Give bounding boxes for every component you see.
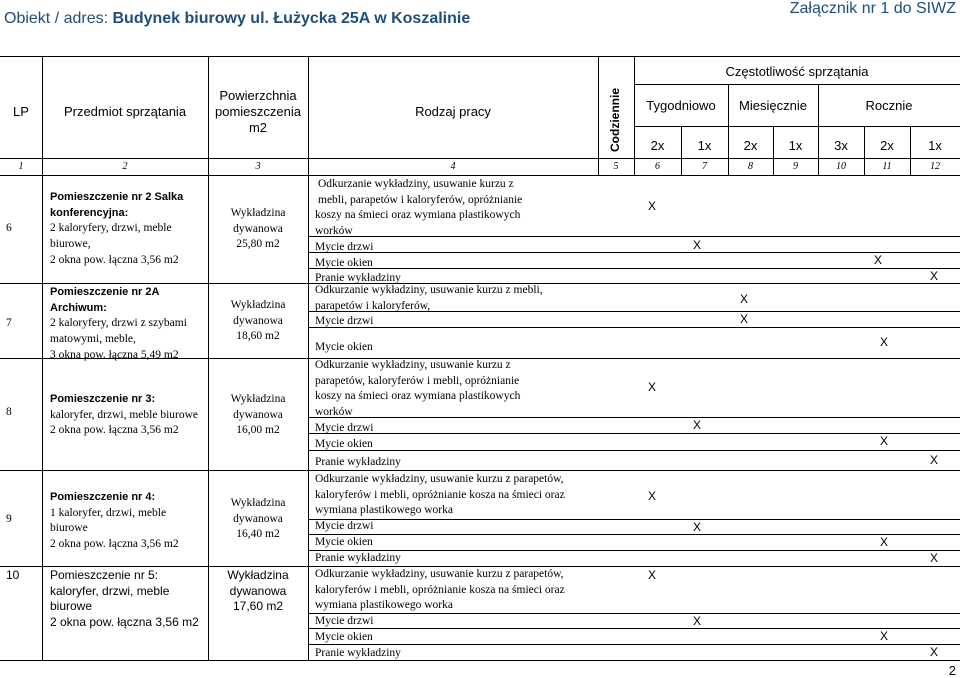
row-title2: Archiwum: (50, 301, 107, 314)
col-yearly: Rocznie (865, 98, 913, 113)
work-item: kaloryferów i mebli, opróżnianie kosza na śmieci oraz (315, 583, 565, 596)
rule (308, 519, 960, 520)
mark-x: X (693, 614, 702, 628)
row-title2: konferencyjna: (50, 206, 129, 219)
rule (308, 550, 960, 551)
row-desc: kaloryfer, drzwi, meble (50, 583, 170, 598)
col-lp: LP (13, 104, 29, 119)
surface-l2: dywanowa (233, 512, 283, 525)
rule (0, 660, 960, 661)
row-work (315, 358, 520, 471)
mark-x: X (693, 238, 702, 252)
rule (634, 84, 960, 85)
row-surface (208, 568, 308, 615)
row-desc: kaloryfer, drzwi, meble biurowe (50, 408, 199, 421)
row-title: Pomieszczenie nr 5: (50, 568, 159, 582)
row-lp: 9 (6, 513, 12, 525)
work-item: parapetów, kaloryferów i mebli, opróżnianie (315, 374, 520, 387)
rule (308, 628, 960, 629)
row-work (315, 177, 522, 287)
mark-x: X (693, 418, 702, 432)
surface-l3: 18,60 m2 (236, 330, 280, 343)
rule (308, 450, 960, 451)
col-monthly: Miesięcznie (739, 98, 807, 113)
col-number: 10 (836, 161, 846, 172)
surface-l1: Wykładzina (230, 207, 286, 219)
row-title: Pomieszczenie nr 4: (50, 491, 156, 503)
work-item: Pranie wykładziny (315, 272, 401, 285)
col-number: 6 (655, 161, 660, 172)
row-desc: 2 okna pow. łączna 3,56 m2 (50, 424, 179, 437)
work-item: worków (315, 225, 353, 238)
work-item: wymiana plastikowego worka (315, 599, 453, 612)
rule (308, 644, 960, 645)
row-subject (50, 568, 199, 630)
col-number: 7 (702, 161, 707, 172)
rule (308, 252, 960, 253)
mark-x: X (880, 629, 889, 643)
rule (598, 56, 599, 175)
work-item: Mycie okien (315, 535, 373, 548)
object-address-prefix: Obiekt / adres: (4, 10, 113, 27)
surface-l2: dywanowa (233, 408, 283, 421)
row-work (315, 567, 565, 661)
work-item: Odkurzanie wykładziny, usuwanie kurzu z parapetów, (315, 568, 564, 580)
mark-x: X (693, 520, 702, 534)
work-item: Mycie okien (315, 256, 373, 269)
work-item: Mycie okien (315, 630, 373, 643)
rule (308, 175, 309, 660)
col-subject: Przedmiot sprzątania (63, 104, 187, 119)
work-item: Odkurzanie wykładziny, usuwanie kurzu z (315, 359, 511, 371)
rule (308, 311, 960, 312)
work-item: Mycie drzwi (315, 520, 374, 533)
work-item: Odkurzanie wykładziny, usuwanie kurzu z parapetów, (315, 473, 564, 485)
mark-x: X (930, 453, 939, 467)
work-item: Pranie wykładziny (315, 551, 401, 564)
mark-x: X (648, 199, 657, 213)
row-title: Pomieszczenie nr 2 Salka (50, 191, 184, 203)
freq-label: 2x (743, 138, 758, 153)
freq-label: 1x (697, 138, 712, 153)
col-number: 5 (613, 161, 619, 172)
col-number: 8 (748, 161, 753, 172)
rule (308, 417, 960, 418)
work-item: wymiana plastikowego worka (315, 504, 453, 517)
surface-l1: Wykładzina (230, 393, 286, 405)
col-number: 9 (793, 161, 798, 172)
work-item: parapetów i kaloryferów, (315, 299, 431, 312)
row-subject (50, 285, 187, 364)
row-desc: 2 kaloryfery, drzwi z szybami (50, 317, 187, 330)
rule (42, 175, 43, 660)
work-item: Mycie okien (315, 341, 373, 354)
rule (0, 470, 960, 471)
rule (208, 175, 209, 660)
row-desc: 2 okna pow. łączna 3,56 m2 (50, 614, 199, 629)
page-number: 2 (948, 663, 956, 678)
attachment-label: Załącznik nr 1 do SIWZ (789, 0, 956, 17)
surface-l3: 25,80 m2 (236, 238, 280, 251)
mark-x: X (740, 312, 749, 326)
col-surface-l2: pomieszczenia (215, 104, 301, 119)
surface-l3: 16,00 m2 (236, 424, 280, 437)
row-lp: 10 (6, 568, 20, 582)
rule (308, 327, 960, 328)
work-item: koszy na śmieci oraz wymiana plastikowych (315, 209, 521, 222)
row-surface (208, 496, 308, 543)
row-desc: 2 okna pow. łączna 3,56 m2 (50, 538, 179, 551)
surface-l1: Wykładzina (230, 299, 286, 311)
work-item: Pranie wykładziny (315, 456, 401, 469)
row-subject (50, 490, 179, 553)
col-surface-l3: m2 (248, 120, 268, 135)
surface-l1: Wykładzina (230, 497, 286, 509)
rule (0, 175, 960, 176)
surface-l2: dywanowa (233, 222, 283, 235)
row-work (315, 283, 543, 356)
col-number: 4 (450, 161, 456, 172)
work-item: Mycie drzwi (315, 315, 374, 328)
mark-x: X (874, 253, 883, 267)
work-item: Mycie drzwi (315, 240, 374, 253)
col-frequency: Częstotliwość sprzątania (725, 64, 869, 79)
surface-l3: 17,60 m2 (232, 599, 284, 613)
work-item: Odkurzanie wykładziny, usuwanie kurzu z mebli, (315, 284, 543, 296)
work-item: koszy na śmieci oraz wymiana plastikowych (315, 390, 521, 403)
row-surface (208, 298, 308, 345)
row-desc: matowymi, meble, (50, 333, 136, 346)
row-surface (208, 206, 308, 253)
mark-x: X (740, 292, 749, 306)
surface-l1: Wykładzina (227, 568, 289, 582)
work-item: Odkurzanie wykładziny, usuwanie kurzu z (318, 178, 514, 190)
work-item: Mycie drzwi (315, 615, 374, 628)
row-desc: 3 okna pow. łączna 5,49 m2 (50, 348, 179, 361)
work-item: Pranie wykładziny (315, 646, 401, 659)
row-lp: 7 (6, 317, 12, 329)
mark-x: X (880, 535, 889, 549)
col-surface-l1: Powierzchnia (219, 88, 297, 103)
mark-x: X (648, 380, 657, 394)
freq-label: 2x (650, 138, 665, 153)
col-weekly: Tygodniowo (646, 98, 716, 113)
mark-x: X (930, 269, 939, 283)
work-item: Mycie okien (315, 437, 373, 450)
freq-label: 3x (834, 138, 848, 153)
row-desc: 2 okna pow. łączna 3,56 m2 (50, 253, 179, 266)
row-title: Pomieszczenie nr 3: (50, 393, 156, 405)
row-subject (50, 392, 198, 439)
rule (308, 236, 960, 237)
row-title: Pomieszczenie nr 2A (50, 286, 160, 298)
work-item: kaloryferów i mebli, opróżnianie kosza na śmieci oraz (315, 488, 565, 501)
table-top-border (0, 56, 960, 57)
col-number: 2 (122, 161, 128, 172)
mark-x: X (930, 551, 939, 565)
work-item: Mycie drzwi (315, 421, 374, 434)
rule (634, 126, 960, 127)
row-desc: 2 kaloryfery, drzwi, meble (50, 222, 172, 235)
rule (308, 534, 960, 535)
row-subject (50, 190, 183, 269)
mark-x: X (648, 489, 657, 503)
freq-label: 1x (928, 138, 942, 153)
col-surface (208, 88, 308, 136)
row-lp: 6 (6, 222, 12, 234)
work-item: worków (315, 406, 353, 419)
surface-l3: 16,40 m2 (236, 528, 280, 541)
col-number: 1 (18, 161, 24, 172)
work-item: mebli, parapetów i kaloryferów, opróżnianie (318, 193, 523, 206)
col-daily: Codziennie (608, 87, 622, 152)
col-number: 12 (930, 161, 940, 172)
object-address-value: Budynek biurowy ul. Łużycka 25A w Koszalinie (112, 10, 471, 27)
col-work-type: Rodzaj pracy (415, 104, 491, 119)
rule (308, 613, 960, 614)
row-lp: 8 (6, 406, 12, 418)
rule (308, 433, 960, 434)
row-desc: biurowe, (50, 238, 91, 251)
mark-x: X (648, 568, 657, 582)
mark-x: X (930, 645, 939, 659)
rule (0, 158, 960, 159)
mark-x: X (880, 434, 889, 448)
freq-label: 2x (880, 138, 894, 153)
col-number: 3 (255, 161, 261, 172)
object-address (4, 10, 470, 28)
row-desc: biurowe (50, 522, 88, 535)
col-number: 11 (882, 161, 892, 172)
row-desc: biurowe (50, 599, 93, 613)
surface-l2: dywanowa (229, 583, 287, 598)
freq-label: 1x (788, 138, 803, 153)
rule (308, 268, 960, 269)
surface-l2: dywanowa (233, 314, 283, 327)
mark-x: X (880, 335, 889, 349)
row-surface (208, 392, 308, 439)
row-desc: 1 kaloryfer, drzwi, meble (50, 506, 167, 519)
